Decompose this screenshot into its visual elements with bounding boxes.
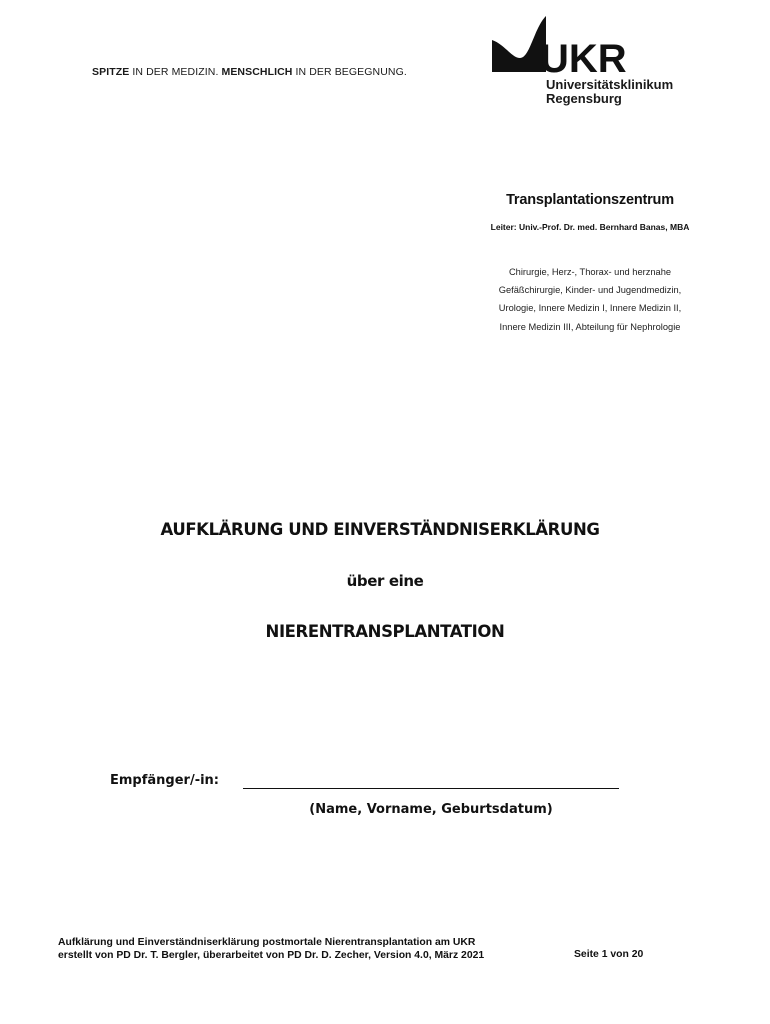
- logo-text: [546, 78, 673, 106]
- logo-name-line-1: Universitätsklinikum: [546, 77, 674, 92]
- recipient-hint: (Name, Vorname, Geburtsdatum): [309, 802, 553, 817]
- tagline-bold-2: MENSCHLICH: [221, 66, 293, 78]
- department-line: Innere Medizin III, Abteilung für Nephrologie: [499, 321, 681, 332]
- logo-name-line-2: Regensburg: [546, 91, 622, 106]
- tagline-rest-2: IN DER BEGEGNUNG.: [292, 66, 407, 78]
- department-line: Chirurgie, Herz-, Thorax- und herznahe: [508, 267, 672, 277]
- footer-line-1: Aufklärung und Einverständniserklärung postmortale Nierentransplantation am UKR: [58, 937, 476, 948]
- document-subtitle: über eine: [346, 572, 424, 590]
- footer-line-2: erstellt von PD Dr. T. Bergler, überarbeitet von PD Dr. D. Zecher, Version 4.0, März 2021: [58, 950, 485, 961]
- tagline: [92, 66, 407, 78]
- footer: [58, 936, 484, 962]
- department-line: Urologie, Innere Medizin I, Innere Medizin II,: [498, 303, 682, 314]
- logo-wave-icon: [492, 16, 546, 72]
- logo-mark: UKR: [540, 37, 627, 81]
- center-leader: Leiter: Univ.-Prof. Dr. med. Bernhard Banas, MBA: [490, 222, 690, 232]
- recipient-label: Empfänger/-in:: [110, 773, 220, 788]
- department-line: Gefäßchirurgie, Kinder- und Jugendmedizin,: [498, 285, 682, 296]
- center-title: Transplantationszentrum: [506, 192, 674, 208]
- tagline-rest-1: IN DER MEDIZIN.: [129, 66, 222, 78]
- document-title: AUFKLÄRUNG UND EINVERSTÄNDNISERKLÄRUNG: [160, 520, 600, 539]
- recipient-field[interactable]: [243, 788, 619, 789]
- page-number: Seite 1 von 20: [574, 949, 644, 960]
- tagline-bold-1: SPITZE: [92, 66, 130, 78]
- center-departments: [460, 263, 720, 336]
- document-topic: NIERENTRANSPLANTATION: [265, 622, 505, 641]
